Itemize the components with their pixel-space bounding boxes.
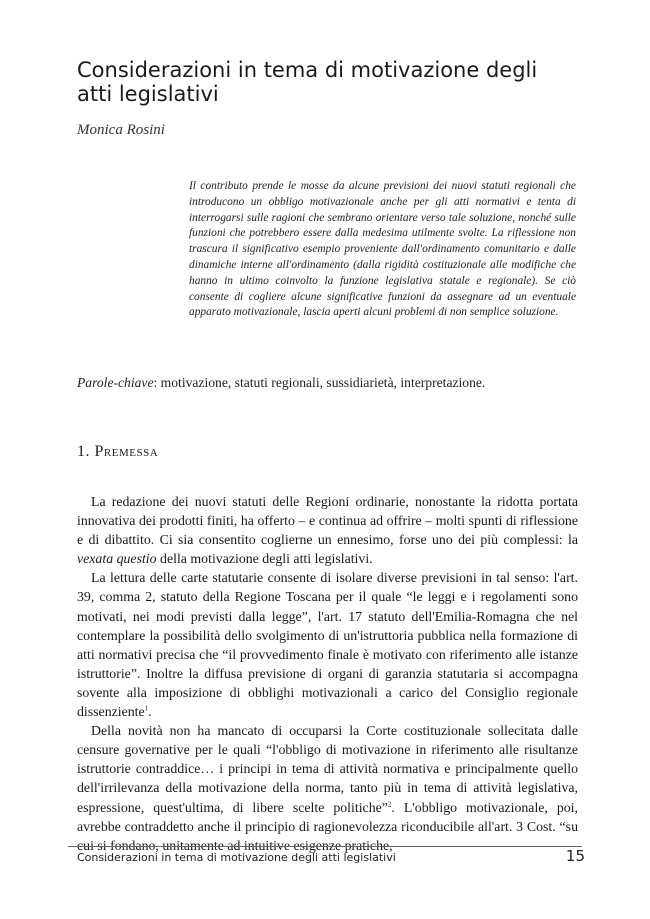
paragraph-2-text-b: .	[148, 704, 152, 720]
paragraph-1-text-b: della motivazione degli atti legislativi.	[156, 551, 373, 567]
paragraph-1	[77, 492, 578, 568]
footnote-ref-1[interactable]: 1	[144, 704, 149, 713]
paragraph-2-text-a: La lettura delle carte statutarie consente di isolare diverse previsioni in tal senso: l'art. 39, comma 2, statuto della Regione Toscana per il quale “le leggi e i regolamenti sono motivati, nei modi previsti dalla legge”, l'art. 17 statuto dell'Emilia-Romagna che nel contemplare la possibilità dello svolgimento di un'istruttoria pubblica nella formazione di atti normativi precisa che “il provvedimento finale è motivato con riferimento alle istanze istruttorie”. Inoltre la diffusa previsione di organi di garanzia statutaria si accompagna sovente alla imposizione di obblighi motivazionali a carico del Consiglio regionale dissenziente	[77, 570, 578, 720]
section-heading	[77, 443, 158, 461]
paragraph-2	[77, 568, 578, 721]
paragraph-1-text-a: La redazione dei nuovi statuti delle Regioni ordinarie, nonostante la ridotta portata innovativa dei prodotti finiti, ha offerto – e continua ad offrire – molti spunti di riflessione e di dibattito. Ci sia consentito coglierne un ennesimo, forse uno dei più complessi: la	[77, 494, 578, 548]
footnote-ref-2[interactable]: 2	[387, 799, 392, 808]
running-footer-title: Considerazioni in tema di motivazione degli atti legislativi	[77, 851, 396, 864]
paragraph-3-text-a: Della novità non ha mancato di occuparsi la Corte costituzionale sollecitata dalle censure governative per le quali “l'obbligo di motivazione in riferimento alle risultanze istruttorie contraddice… i principi in tema di attività normativa e principalmente quello dell'irrilevanza della motivazione della norma, tanto più in tema di attività legislativa, espressione, quest'ultima, di libere scelte politiche”	[77, 723, 578, 815]
abstract: Il contributo prende le mosse da alcune previsioni dei nuovi statuti regionali che introducono un obbligo motivazionale anche per gli atti normativi e tenta di interrogarsi sulle ragioni che sembrano orientare verso tale soluzione, nonché sulle funzioni che potrebbero essere dalla medesima utilmente svolte. La riflessione non trascura il significativo esempio proveniente dall'ordinamento comunitario e dalle dinamiche interne all'ordinamento (dalla rigidità costituzionale alle modifiche che hanno in ultimo coinvolto la funzione legislativa statale e regionale). Se ciò consente di cogliere alcune significative funzioni da assegnare ad un eventuale apparato motivazionale, lascia aperti alcuni problemi di non semplice soluzione.	[189, 180, 576, 319]
keywords	[77, 375, 577, 391]
page-number: 15	[565, 847, 585, 865]
keywords-label: Parole-chiave	[77, 375, 154, 390]
paragraph-1-emphasis: vexata questio	[77, 551, 157, 567]
keywords-list: : motivazione, statuti regionali, sussidiarietà, interpretazione.	[153, 375, 486, 390]
section-title: Premessa	[94, 443, 159, 460]
section-number: 1.	[77, 443, 90, 460]
paragraph-3	[77, 721, 578, 855]
footer-divider	[68, 846, 582, 847]
article-title: Considerazioni in tema di motivazione degli atti legislativi	[77, 58, 538, 106]
body-text	[77, 492, 578, 855]
article-author: Monica Rosini	[77, 122, 165, 138]
paragraph-3-text-b: . L'obbligo motivazionale, poi, avrebbe contraddetto anche il principio di ragionevolezza riconducibile all'art. 3 Cost. “su cui si fondano, unitamente ad intuitive esigenze pratiche,	[77, 799, 578, 853]
